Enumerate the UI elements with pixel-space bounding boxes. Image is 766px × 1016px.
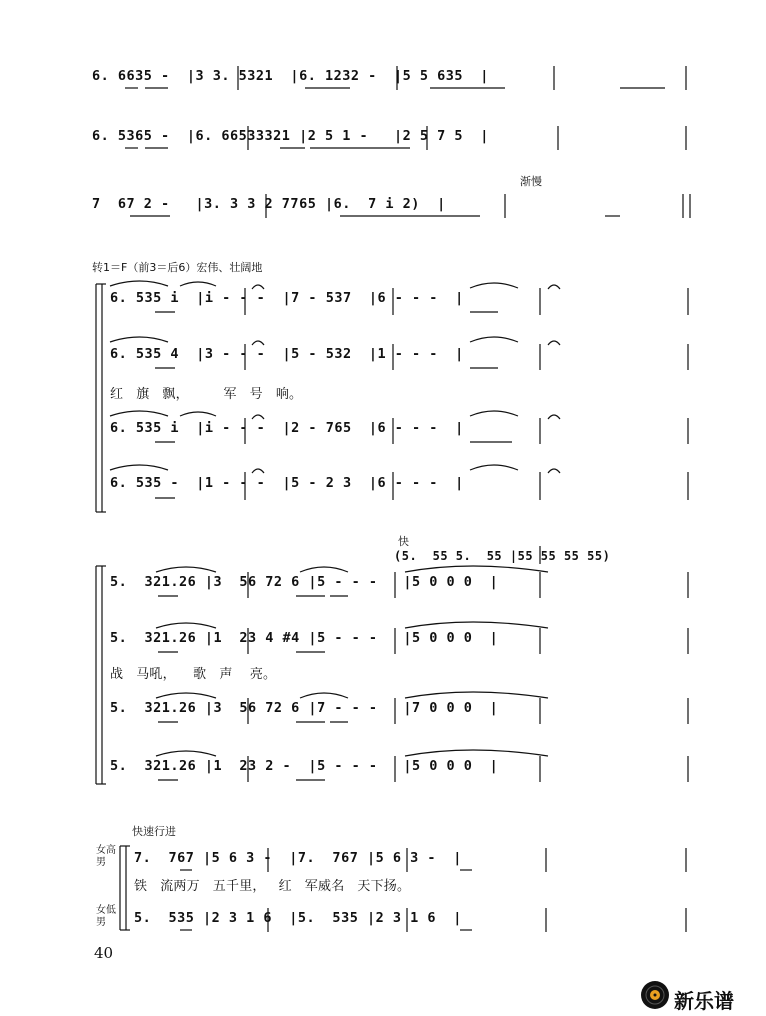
notes-row-4-2: 5. 535 |2 3 1 6 |5. 535 |2 3 1 6 | xyxy=(134,910,462,926)
notes-row-4-1: 7. 767 |5 6 3 - |7. 767 |5 6 3 - | xyxy=(134,850,462,866)
tempo-fast: 快 xyxy=(398,535,409,548)
vinyl-record-icon xyxy=(640,980,670,1010)
notes-row-1-3: 7 67 2 - |3. 3 3 2 7765 |6. 7 i 2) | xyxy=(92,196,446,212)
notes-row-3-2: 5. 321.26 |1 23 4 #4 |5 - - - |5 0 0 0 | xyxy=(110,630,499,646)
voice-label-alto: 女低 xyxy=(96,905,116,916)
key-change: 转1＝F（前3＝后6）宏伟、壮阔地 xyxy=(92,261,263,274)
voice-label-male-2: 男 xyxy=(96,917,106,928)
lyrics-row-2: 红 旗 飘， 军 号 响。 xyxy=(110,387,303,402)
lyrics-row-4: 铁 流两万 五千里， 红 军威名 天下扬。 xyxy=(134,879,411,894)
notes-row-3-3: 5. 321.26 |3 56 72 6 |7 - - - |7 0 0 0 | xyxy=(110,700,499,716)
accompaniment: (5. 55 5. 55 |55 55 55 55) xyxy=(394,549,611,563)
notes-row-2-4: 6. 535 - |1 - - - |5 - 2 3 |6 - - - | xyxy=(110,475,464,491)
notes-row-3-4: 5. 321.26 |1 23 2 - |5 - - - |5 0 0 0 | xyxy=(110,758,499,774)
notes-row-2-3: 6. 535 i |i - - - |2 - 765 |6 - - - | xyxy=(110,420,464,436)
tempo-march: 快速行进 xyxy=(132,825,176,838)
notes-row-1-1: 6. 6635 - |3 3. 5321 |6. 1232 - |5 5 635 | xyxy=(92,68,489,84)
notes-row-3-1: 5. 321.26 |3 56 72 6 |5 - - - |5 0 0 0 | xyxy=(110,574,499,590)
notes-row-1-2: 6. 5365 - |6. 66533321 |2 5 1 - |2 5 7 5 | xyxy=(92,128,489,144)
voice-label-male-1: 男 xyxy=(96,857,106,868)
notes-row-2-2: 6. 535 4 |3 - - - |5 - 532 |1 - - - | xyxy=(110,346,464,362)
tempo-annotation: 渐慢 xyxy=(520,175,542,188)
site-logo xyxy=(640,980,760,1012)
voice-label-soprano: 女高 xyxy=(96,845,116,856)
lyrics-row-3: 战 马吼， 歌 声 亮。 xyxy=(110,667,277,682)
logo-text: 新乐谱 xyxy=(674,989,734,1013)
page-number: 40 xyxy=(94,944,114,962)
notes-row-2-1: 6. 535 i |i - - - |7 - 537 |6 - - - | xyxy=(110,290,464,306)
